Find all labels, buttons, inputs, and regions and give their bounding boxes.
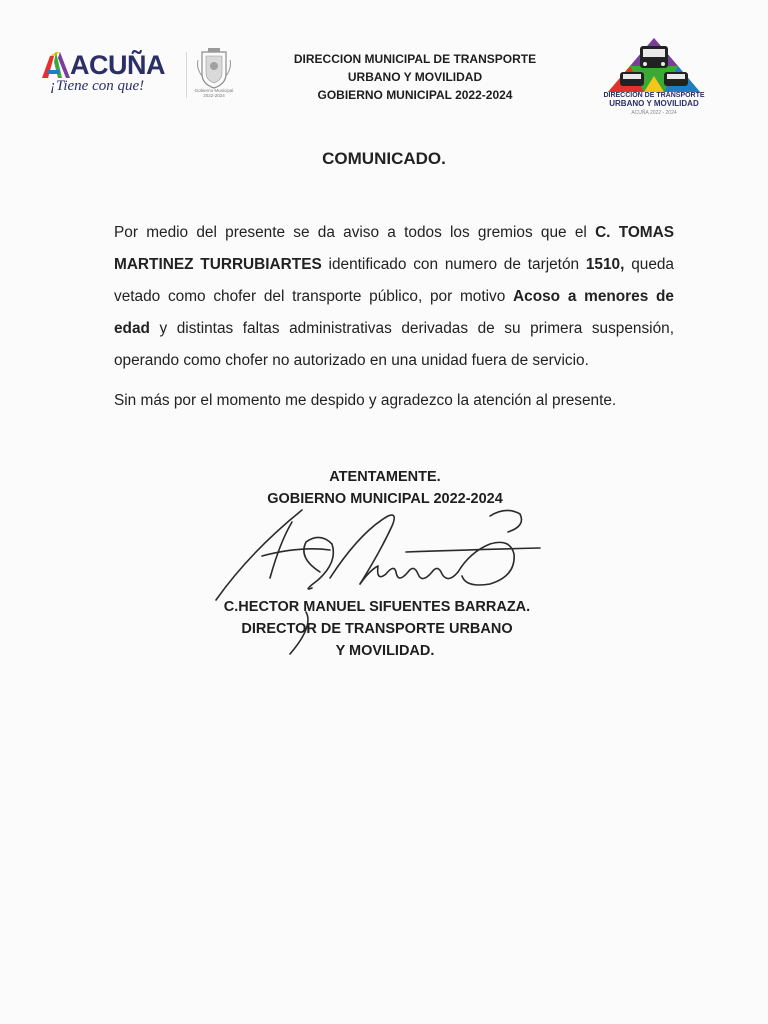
signer-name: C.HECTOR MANUEL SIFUENTES BARRAZA. [223,599,531,615]
acuna-logo-mark-icon [40,48,74,82]
veto-reason: Acoso a menores de edad [114,288,674,337]
signature-block [170,466,600,662]
notice-text-1: Por medio del presente se da aviso a todos los gremios que el [114,224,596,241]
letterhead-line-2: URBANO Y MOVILIDAD [347,70,483,84]
notice-text-3: queda vetado como chofer del transporte público, por motivo [114,256,674,305]
driver-name: C. TOMAS MARTINEZ TURRUBIARTES [114,224,674,273]
document-title: COMUNICADO. [322,149,446,168]
acuna-logo [40,48,170,100]
signer-title-line-1: DIRECTOR DE TRANSPORTE URBANO [241,621,513,637]
signer-title-line-2: Y MOVILIDAD. [335,643,435,659]
seal-caption-line-1: Gobierno Municipal [194,88,234,93]
seal-caption [188,88,240,99]
paragraph-closing: Sin más por el momento me despido y agradezco la atención al presente. [114,392,617,409]
letterhead-line-3: GOBIERNO MUNICIPAL 2022-2024 [317,88,513,102]
card-number: 1510, [585,256,625,273]
letterhead-title [260,50,570,104]
letterhead-line-1: DIRECCION MUNICIPAL DE TRANSPORTE [293,52,537,66]
header-divider [186,52,187,98]
transport-logo-line-2: URBANO Y MOVILIDAD [609,99,699,108]
acuna-slogan: ¡Tiene con que! [50,78,145,94]
transport-logo-line-3: ACUÑA 2022 - 2024 [631,110,677,116]
transport-logo-text [600,92,708,117]
signature-government: GOBIERNO MUNICIPAL 2022-2024 [267,491,503,507]
closing-word: ATENTAMENTE. [329,469,441,485]
notice-text-2: identificado con numero de tarjetón [321,256,586,273]
paragraph-notice [114,217,674,377]
document-body [114,217,674,417]
transport-logo-line-1: DIRECCIÓN DE TRANSPORTE [603,92,705,99]
notice-text-4: y distintas faltas administrativas derivadas de su primera suspensión, operando como chofer no autorizado en una unidad fuera de servicio. [114,320,674,369]
acuna-wordmark: ACUÑA [70,50,165,80]
seal-caption-line-2: 2022-2024 [203,93,225,99]
